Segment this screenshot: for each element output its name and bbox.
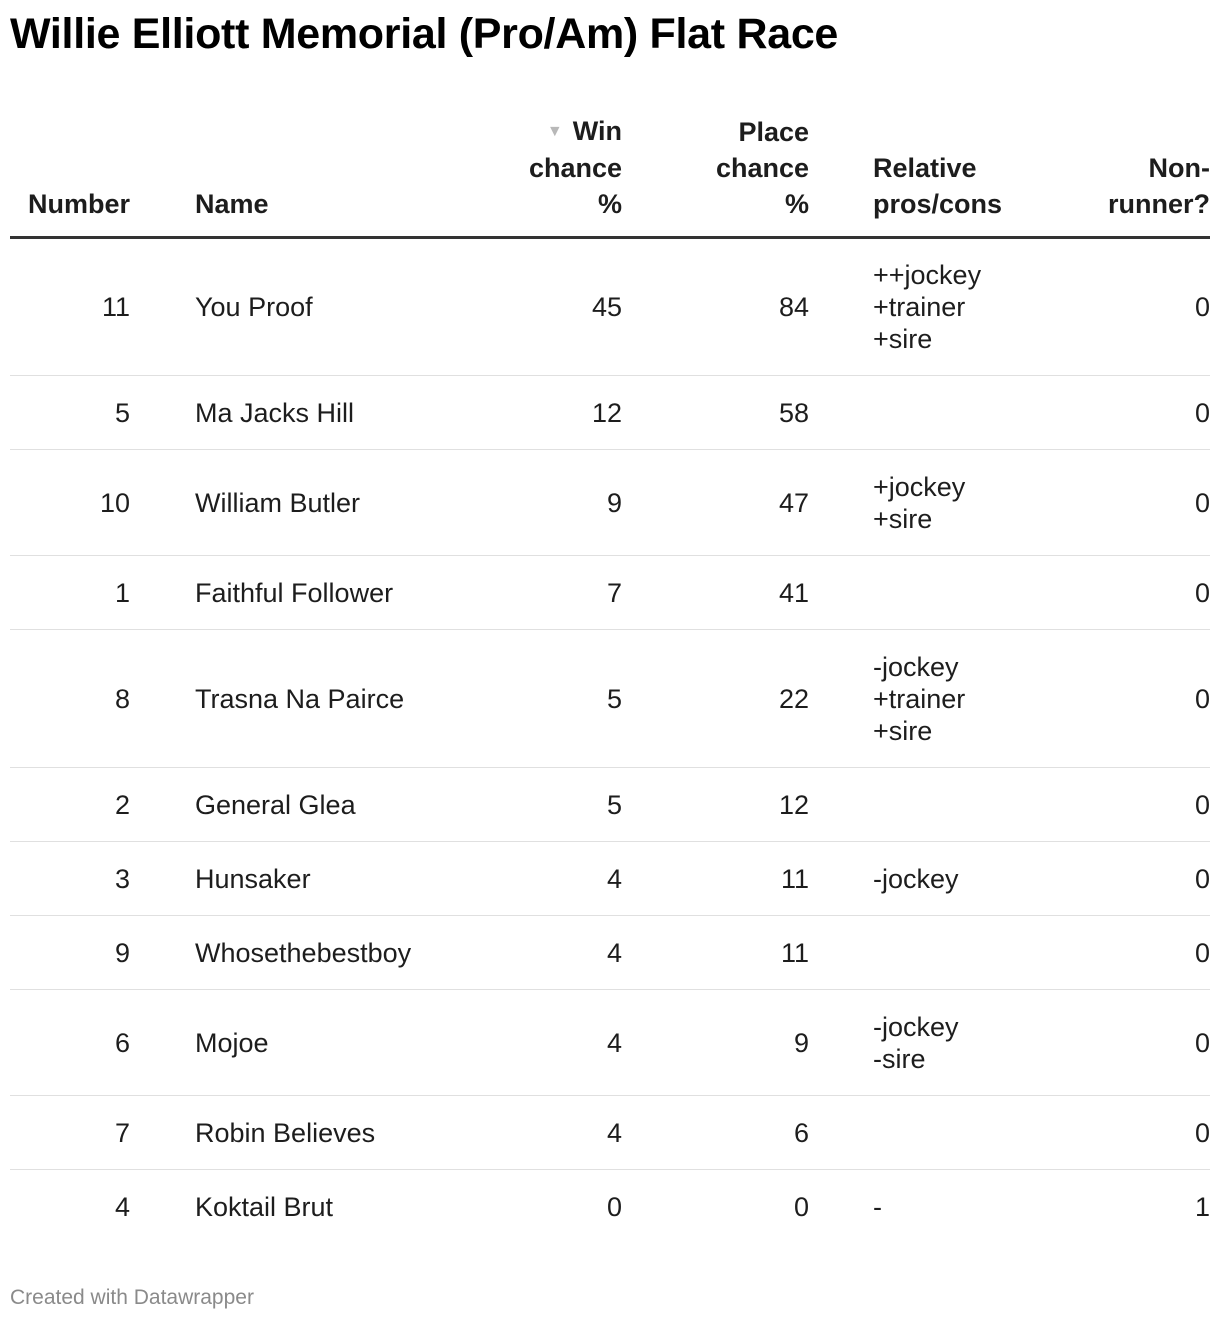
- race-table: [10, 113, 1210, 1244]
- header-row: [10, 113, 1210, 238]
- header-non-runner[interactable]: [1093, 113, 1210, 238]
- header-number[interactable]: [10, 113, 130, 238]
- cell-pros-cons: [873, 768, 1093, 842]
- cell-number: 2: [10, 768, 130, 842]
- cell-pros-cons: [873, 630, 1093, 768]
- table-row: [10, 916, 1210, 990]
- cell-name: Ma Jacks Hill: [195, 376, 505, 450]
- pros-cons-item: +sire: [873, 715, 933, 746]
- cell-place-chance: 41: [622, 556, 809, 630]
- cell-win-chance: 4: [505, 842, 622, 916]
- cell-non-runner: 0: [1093, 1096, 1210, 1170]
- table-row: [10, 238, 1210, 376]
- table-row: [10, 630, 1210, 768]
- cell-non-runner: 0: [1093, 842, 1210, 916]
- cell-win-chance: 5: [505, 768, 622, 842]
- header-win-chance[interactable]: [505, 113, 622, 238]
- pros-cons-item: ++jockey: [873, 260, 982, 290]
- pros-cons-item: -jockey: [873, 651, 959, 682]
- footer-credit[interactable]: Created with Datawrapper: [10, 1286, 254, 1309]
- cell-number: 4: [114, 1191, 130, 1222]
- cell-non-runner: 0: [1093, 556, 1210, 630]
- cell-place-chance: 11: [622, 916, 809, 990]
- header-label: runner?: [1107, 189, 1210, 219]
- cell-place-chance: 47: [622, 450, 809, 556]
- table-row: [10, 990, 1210, 1096]
- cell-pros-cons: [873, 556, 1093, 630]
- cell-win-chance: 4: [505, 916, 622, 990]
- cell-non-runner: 0: [1093, 768, 1210, 842]
- cell-pros-cons: [873, 990, 1093, 1096]
- cell-number: 1: [10, 556, 130, 630]
- cell-pros-cons: [873, 842, 1093, 916]
- cell-non-runner: 0: [1093, 238, 1210, 376]
- cell-place-chance: 9: [622, 990, 809, 1096]
- cell-number: 11: [10, 238, 130, 376]
- header-label: Name: [195, 189, 269, 219]
- cell-place-chance: 84: [622, 238, 809, 376]
- cell-non-runner: 0: [1093, 916, 1210, 990]
- cell-name: William Butler: [195, 450, 505, 556]
- cell-number: 5: [10, 376, 130, 450]
- cell-win-chance: 5: [505, 630, 622, 768]
- cell-name: Trasna Na Pairce: [195, 630, 505, 768]
- cell-pros-cons: [873, 1096, 1093, 1170]
- cell-pros-cons: [873, 450, 1093, 556]
- cell-number: 8: [10, 630, 130, 768]
- pros-cons-item: +trainer: [873, 292, 966, 322]
- header-label: pros/cons: [873, 189, 1003, 219]
- header-label: Win: [572, 116, 622, 146]
- table-row: [10, 450, 1210, 556]
- header-label: Place: [738, 117, 809, 147]
- cell-number: 3: [10, 842, 130, 916]
- header-label: Non-: [1148, 153, 1210, 183]
- table-row: [10, 842, 1210, 916]
- cell-non-runner: 0: [1093, 376, 1210, 450]
- cell-place-chance: 11: [622, 842, 809, 916]
- cell-name: General Glea: [195, 768, 505, 842]
- table-row: [10, 556, 1210, 630]
- cell-win-chance: 4: [505, 990, 622, 1096]
- cell-win-chance: 45: [505, 238, 622, 376]
- cell-name: Faithful Follower: [195, 556, 505, 630]
- pros-cons-item: -jockey: [873, 1011, 959, 1042]
- cell-win-chance: 0: [606, 1191, 622, 1222]
- cell-non-runner: 1: [1194, 1191, 1210, 1222]
- cell-win-chance: 9: [505, 450, 622, 556]
- header-name[interactable]: [195, 113, 505, 238]
- cell-place-chance: 12: [622, 768, 809, 842]
- cell-number: 10: [10, 450, 130, 556]
- pros-cons-item: +sire: [873, 503, 933, 534]
- pros-cons-item: +jockey: [873, 471, 966, 502]
- cell-pros-cons: [873, 916, 1093, 990]
- cell-number: 6: [10, 990, 130, 1096]
- cell-name: Whosethebestboy: [195, 916, 505, 990]
- header-label: Number: [27, 189, 130, 219]
- pros-cons-item: +trainer: [873, 683, 966, 714]
- table-body: [10, 238, 1210, 1244]
- cell-non-runner: 0: [1093, 450, 1210, 556]
- cell-win-chance: 4: [505, 1096, 622, 1170]
- cell-name: Koktail Brut: [195, 1191, 334, 1222]
- cell-pros-cons: [873, 376, 1093, 450]
- header-label: chance: [528, 153, 622, 183]
- sort-desc-icon: ▼: [546, 123, 563, 140]
- cell-name: Hunsaker: [195, 842, 505, 916]
- cell-number: 7: [10, 1096, 130, 1170]
- header-label: chance: [715, 153, 809, 183]
- pros-cons-item: -jockey: [873, 863, 959, 894]
- cell-place-chance: 0: [793, 1191, 809, 1222]
- cell-win-chance: 12: [505, 376, 622, 450]
- page-title: Willie Elliott Memorial (Pro/Am) Flat Race: [10, 10, 839, 58]
- cell-non-runner: 0: [1093, 990, 1210, 1096]
- cell-win-chance: 7: [505, 556, 622, 630]
- cell-name: Mojoe: [195, 990, 505, 1096]
- pros-cons-item: -sire: [873, 1043, 926, 1074]
- header-label: %: [597, 189, 622, 219]
- cell-number: 9: [10, 916, 130, 990]
- pros-cons-item: -: [873, 1191, 882, 1222]
- header-place-chance[interactable]: [622, 113, 809, 238]
- table-row: [10, 1096, 1210, 1170]
- header-label: %: [784, 189, 809, 219]
- cell-place-chance: 58: [622, 376, 809, 450]
- cell-place-chance: 22: [622, 630, 809, 768]
- table-row: [10, 1170, 1210, 1244]
- cell-name: Robin Believes: [195, 1096, 505, 1170]
- header-pros-cons[interactable]: [873, 113, 1093, 238]
- table-row: [10, 768, 1210, 842]
- cell-name: You Proof: [195, 238, 505, 376]
- header-label: Relative: [873, 153, 977, 183]
- table-row: [10, 376, 1210, 450]
- cell-pros-cons: [873, 1170, 1093, 1244]
- cell-pros-cons: [873, 238, 1093, 376]
- cell-non-runner: 0: [1093, 630, 1210, 768]
- pros-cons-item: +sire: [873, 324, 933, 354]
- cell-place-chance: 6: [622, 1096, 809, 1170]
